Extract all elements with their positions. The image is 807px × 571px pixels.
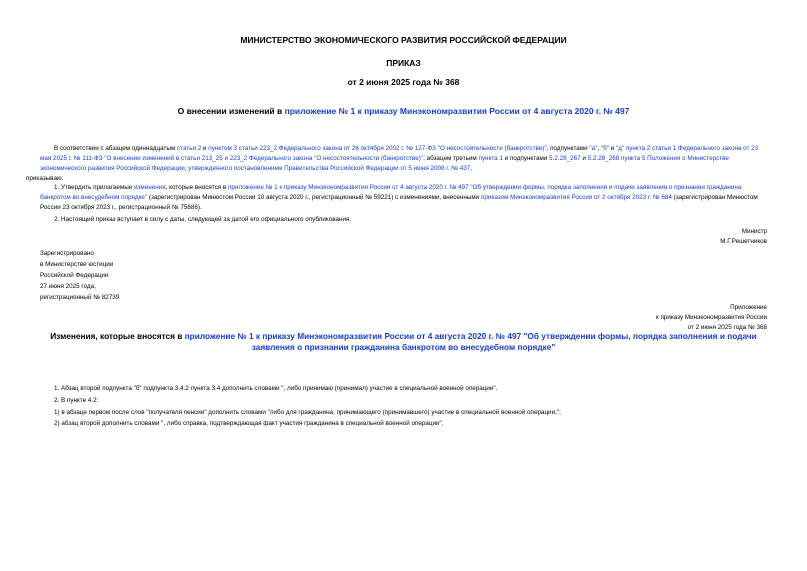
- registration-line: регистрационный № 82739: [40, 294, 120, 301]
- changes-link[interactable]: изменения: [134, 184, 166, 191]
- changes-title-link[interactable]: приложение № 1 к приказу Минэкономразвития России от 4 августа 2020 г. № 497 "Об утверждении формы, порядка заполнения и подачи заявления о признании гражданина банкротом во внесудебном порядке": [184, 331, 757, 352]
- document-type-heading: ПРИКАЗ: [386, 58, 421, 68]
- appendix-date: от 2 июня 2025 года № 368: [687, 324, 767, 331]
- order-date-number: от 2 июня 2025 года № 368: [347, 77, 460, 87]
- preamble-text: и: [201, 145, 209, 152]
- changes-title-prefix: Изменения, которые вносятся в: [50, 331, 185, 341]
- preamble-text: ,: [470, 165, 473, 172]
- registration-line: 27 июня 2025 года,: [40, 283, 96, 290]
- preamble-text: и: [608, 145, 616, 152]
- registration-line: Зарегистрировано: [40, 250, 94, 257]
- change-item: 1) в абзаце первом после слов "получателя пенсии" дополнить словами "либо для гражданина, принимающего (принимавшего) участие в специальной военной операции,";: [54, 409, 561, 416]
- change-item: 2. В пункте 4.2:: [54, 397, 99, 404]
- law-link[interactable]: "а": [589, 145, 598, 152]
- subject-prefix: О внесении изменений в: [177, 106, 285, 116]
- subject-link[interactable]: приложение № 1 к приказу Минэкономразвития России от 4 августа 2020 г. № 497: [284, 106, 630, 116]
- registration-line: Российской Федерации: [40, 272, 109, 279]
- point-1-text: , которые вносятся в: [165, 184, 229, 191]
- ministry-heading: МИНИСТЕРСТВО ЭКОНОМИЧЕСКОГО РАЗВИТИЯ РОССИЙСКОЙ ФЕДЕРАЦИИ: [240, 35, 567, 45]
- signatory-title: Министр: [741, 228, 767, 235]
- appendix-link[interactable]: приложение № 1 к приказу Минэкономразвития России от 4 августа 2020 г. № 497 "Об утверждении формы, порядка заполнения и подачи заявления о признании гражданина банкротом во внесудебном порядке": [40, 184, 742, 201]
- preamble-text: и: [580, 155, 588, 162]
- appendix-order-ref: к приказу Минэкономразвития России: [655, 314, 767, 321]
- change-item: 2) абзац второй дополнить словами ", либо справка, подтверждающая факт участия гражданина в специальной военной операции".: [54, 420, 444, 427]
- appendix-label: Приложение: [730, 304, 767, 311]
- law-link[interactable]: пункта 1: [478, 155, 503, 162]
- signatory-name: М.Г.Решетников: [720, 238, 767, 245]
- law-link[interactable]: 5.2.28_267: [549, 155, 581, 162]
- preamble-order-word: приказываю:: [26, 175, 64, 182]
- point-1-text: (зарегистрирован Минюстом России 10 августа 2020 г., регистрационный № 59221) с изменениями, внесенными: [147, 194, 482, 201]
- law-link[interactable]: "д" пункта 2 статьи 1 Федерального закона от 23 мая 2025 г. № 111-ФЗ "О внесении изменений в статьи 213_25 и 223_2 Федерального закона "О несостоятельности (банкротстве)": [40, 145, 759, 162]
- preamble-text: и подпунктами: [502, 155, 550, 162]
- preamble-text: , подпунктами: [546, 145, 590, 152]
- changes-title: [40, 331, 767, 353]
- law-link[interactable]: пунктом 3 статьи 223_2 Федерального закона от 26 октября 2002 г. № 127-ФЗ "О несостоятельности (банкротстве)": [208, 145, 547, 152]
- preamble-paragraph: [26, 144, 767, 184]
- point-1-text: 1. Утвердить прилагаемые: [54, 184, 134, 191]
- preamble-text: ,: [597, 145, 601, 152]
- registration-block: [40, 248, 119, 303]
- amending-order-link[interactable]: приказом Минэкономразвития России от 2 октября 2023 г. № 684: [481, 194, 672, 201]
- law-link[interactable]: статьи 2: [176, 145, 202, 152]
- point-1-text: (зарегистрирован Минюстом России 23 октября 2023 г., регистрационный № 75686).: [40, 194, 758, 211]
- point-2-paragraph: 2. Настоящий приказ вступает в силу с даты, следующей за датой его официального опубликования.: [54, 216, 352, 223]
- registration-line: в Министерстве юстиции: [40, 261, 114, 268]
- order-subject: [0, 106, 807, 116]
- preamble-text: , абзацем третьим: [423, 155, 479, 162]
- law-link[interactable]: "б": [600, 145, 609, 152]
- change-item: 1. Абзац второй подпункта "б" подпункта 3.4.2 пункта 3.4 дополнить словами ", либо принимаю (принимал) участие в специальной военной операции".: [54, 385, 498, 392]
- law-link[interactable]: 5.2.28_268 пункта 5 Положения о Министерстве экономического развития Российской Федерации, утвержденного постановлением Правительства Российской Федерации от 5 июня 2008 г. № 437: [40, 155, 729, 172]
- preamble-text: В соответствии с абзацем одиннадцатым: [54, 145, 177, 152]
- point-1-paragraph: [40, 183, 767, 213]
